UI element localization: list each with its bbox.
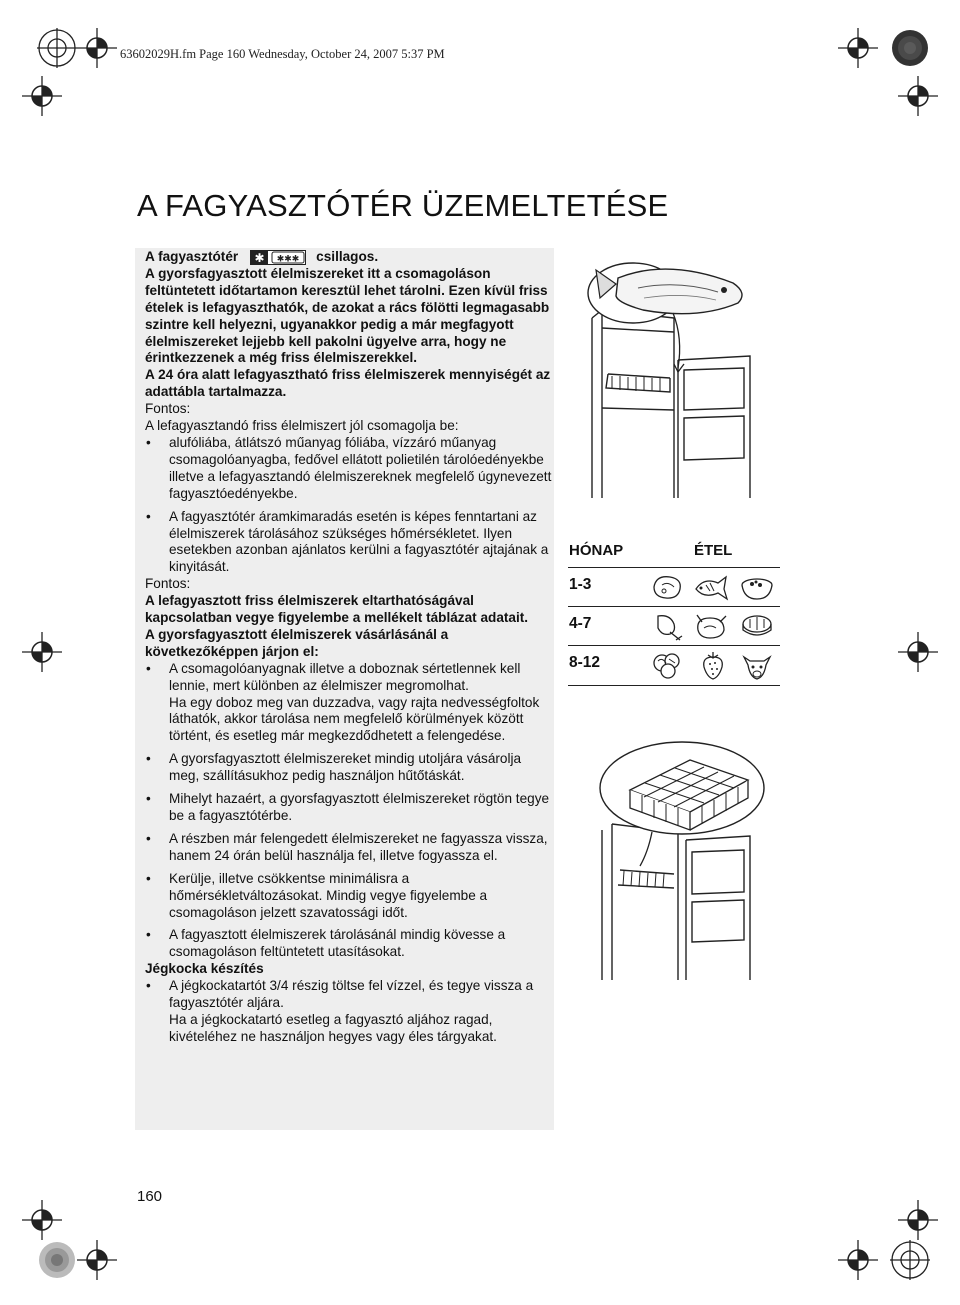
buying-list [145,661,553,962]
packaging-heading: A lefagyasztandó friss élelmiszert jól csomagolja be: [145,418,459,434]
registration-mark-icon [77,1240,117,1280]
registration-mark-icon [22,1200,62,1240]
registration-mark-icon [898,632,938,672]
ice-cube-heading: Jégkocka készítés [145,961,264,977]
intro-line-start: A fagyasztótér [145,249,239,264]
crop-mark-icon [37,28,77,68]
table-row [568,567,780,607]
month-column-header: HÓNAP [569,542,624,559]
list-item: • A részben már felengedett élelmiszereket ne fagyassza vissza, hanem 24 órán belül használja fel, illetve fogyassza el. [145,831,553,865]
buying-heading: A gyorsfagyasztott élelmiszerek vásárlásánál a következőképpen járjon el: [145,626,449,659]
print-header: 63602029H.fm Page 160 Wednesday, October 24, 2007 5:37 PM [120,47,445,61]
page-number: 160 [137,1188,163,1205]
freezer-fish-illustration [578,258,778,498]
list-item: • Kerülje, illetve csökkentse minimálisra a hőmérsékletváltozásokat. Mindig vegye figyelembe a csomagoláson jelzett szavatossági időt. [145,871,553,922]
registration-mark-icon [77,28,117,68]
table-row [568,645,780,686]
list-item: • Mihelyt hazaért, a gyorsfagyasztott élelmiszereket rögtön tegye be a fagyasztótérbe. [145,791,553,825]
month-range: 8-12 [569,654,601,671]
month-range: 1-3 [569,576,592,593]
list-item [145,661,553,746]
crop-mark-icon [890,1240,930,1280]
capacity-note: A 24 óra alatt lefagyasztható friss élelmiszerek mennyiségét az adattábla tartalmazza. [145,367,551,400]
main-text [145,249,553,1046]
color-target-icon [37,1240,77,1280]
list-item-extra: Ha a jégkockatartó esetleg a fagyasztó aljához ragad, kivételéhez ne használjon hegyes vagy éles tárgyakat. [169,1011,497,1044]
fish-icon [692,571,730,603]
intro-line-end: csillagos. [316,249,379,264]
four-star-freezer-icon [250,250,306,265]
list-item: • A fagyasztott élelmiszerek tárolásánál mindig kövesse a csomagoláson feltüntetett utasításokat. [145,927,553,961]
poultry-leg-icon [650,610,686,642]
registration-mark-icon [838,28,878,68]
food-column-header: ÉTEL [694,542,733,559]
stew-bowl-icon [738,571,776,603]
page-title: A FAGYASZTÓTÉR ÜZEMELTETÉSE [137,188,669,223]
important-label: Fontos: [145,401,191,417]
strawberry-icon [700,649,726,681]
month-range: 4-7 [569,615,592,632]
list-item [145,978,553,1046]
important-label: Fontos: [145,576,191,592]
list-item-text: • A jégkockatartót 3/4 részig töltse fel vízzel, és tegye vissza a fagyasztótér aljára. [169,978,534,1011]
svg-text:✱✱✱: ✱✱✱ [276,254,300,265]
color-target-icon [890,28,930,68]
list-item-extra: Ha egy doboz meg van duzzadva, vagy rajta nedvességfoltok láthatók, akkor tárolása nem megfelelő körülmények között történt, és esetleg már megkezdődhetett a felengedése. [169,694,540,744]
svg-text:✱: ✱ [254,250,265,265]
intro-line [145,249,553,266]
list-item: • A fagyasztótér áramkimaradás esetén is képes fenntartani az élelmiszerek tárolásához szükséges hőmérsékletet. Ilyen esetekben azonban ajánlatos kerülni a fagyasztótér ajtajának a kinyitását. [145,509,553,577]
list-item: • alufóliába, átlátszó műanyag fóliába, vízzáró műanyag csomagolóanyagba, fedővel ellátott polietilén tárolóedényekbe illetve a lefagyasztandó élelmiszereknek megfelelő úgynevezett fagyasztóedényekbe. [145,435,553,503]
packaging-list [145,435,553,576]
registration-mark-icon [838,1240,878,1280]
list-item: • A gyorsfagyasztott élelmiszereket mindig utoljára vásárolja meg, szállításukhoz pedig használjon hűtőtáskát. [145,751,553,785]
registration-mark-icon [898,1200,938,1240]
table-row [568,606,780,646]
registration-mark-icon [22,76,62,116]
cow-icon [738,649,776,681]
list-item-text: • A csomagolóanyagnak illetve a doboznak sértetlennek kell lennie, mert különben az élelmiszer megromolhat. [169,660,521,693]
meat-icon [650,571,686,603]
storage-table-note: A lefagyasztott friss élelmiszerek eltarthatóságával kapcsolatban vegye figyelembe a mellékelt táblázat adatait. [145,593,529,626]
registration-mark-icon [898,76,938,116]
freezer-basket-illustration [590,740,780,980]
ice-cube-list [145,978,553,1046]
vegetables-icon [650,649,686,681]
intro-paragraph: A gyorsfagyasztott élelmiszereket itt a csomagoláson feltüntetett időtartamon keresztül lehet tárolni. Ezen kívül friss ételek is lefagyaszthatók, de azokat a rács fölötti legmagasabb szintre kell helyezni, ugyanakkor pedig a már megfagyott élelmiszereket lejjebb kell pakolni ügyelve arra, hogy ne érintkezzenek a még friss élelmiszerekkel. [145,265,550,366]
roast-chicken-icon [692,610,730,642]
sliced-meat-icon [738,610,776,642]
registration-mark-icon [22,632,62,672]
